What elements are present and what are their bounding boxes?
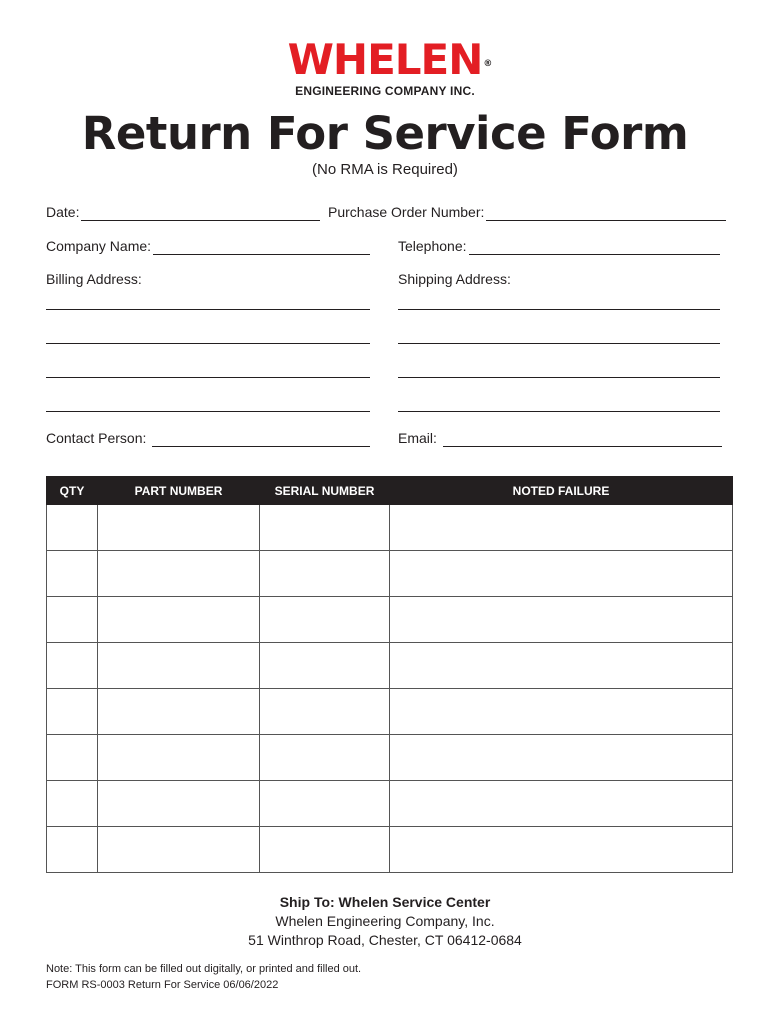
serial-number-cell[interactable] [260, 597, 390, 643]
whelen-logo [0, 36, 770, 98]
billing-address-line-2[interactable] [46, 343, 370, 344]
email-label: Email: [398, 430, 437, 446]
header-part-number: PART NUMBER [98, 477, 260, 505]
serial-number-cell[interactable] [260, 689, 390, 735]
table-row [47, 551, 733, 597]
form-note: Note: This form can be filled out digitally, or printed and filled out. [46, 963, 362, 975]
company-name-label: Company Name: [46, 238, 152, 254]
part-number-cell[interactable] [98, 689, 260, 735]
form-id: FORM RS-0003 Return For Service 06/06/2022 [46, 979, 279, 991]
noted-failure-cell[interactable] [390, 689, 733, 735]
table-row [47, 735, 733, 781]
qty-cell[interactable] [47, 597, 98, 643]
contact-person-input-line[interactable] [152, 432, 370, 447]
billing-address-line-1[interactable] [46, 309, 370, 310]
part-number-cell[interactable] [98, 551, 260, 597]
serial-number-cell[interactable] [260, 827, 390, 873]
table-row [47, 689, 733, 735]
telephone-input-line[interactable] [469, 240, 720, 255]
table-row [47, 597, 733, 643]
noted-failure-cell[interactable] [390, 827, 733, 873]
qty-cell[interactable] [47, 505, 98, 551]
qty-cell[interactable] [47, 689, 98, 735]
date-field[interactable] [46, 203, 320, 221]
header-serial-number: SERIAL NUMBER [260, 477, 390, 505]
ship-to-address: 51 Winthrop Road, Chester, CT 06412-0684 [248, 932, 522, 948]
noted-failure-cell[interactable] [390, 551, 733, 597]
qty-cell[interactable] [47, 551, 98, 597]
serial-number-cell[interactable] [260, 643, 390, 689]
form-subtitle: (No RMA is Required) [312, 161, 458, 178]
shipping-address-line-3[interactable] [398, 377, 720, 378]
qty-cell[interactable] [47, 781, 98, 827]
company-name-field[interactable] [46, 237, 370, 255]
table-row [47, 781, 733, 827]
part-number-cell[interactable] [98, 643, 260, 689]
serial-number-cell[interactable] [260, 551, 390, 597]
contact-person-label: Contact Person: [46, 430, 147, 446]
part-number-cell[interactable] [98, 505, 260, 551]
header-qty: QTY [47, 477, 98, 505]
logo-subtitle: ENGINEERING COMPANY INC. [295, 84, 475, 98]
noted-failure-cell[interactable] [390, 505, 733, 551]
purchase-order-field[interactable] [328, 203, 726, 221]
qty-cell[interactable] [47, 735, 98, 781]
email-input-line[interactable] [443, 432, 722, 447]
purchase-order-label: Purchase Order Number: [328, 204, 485, 220]
shipping-address-line-1[interactable] [398, 309, 720, 310]
billing-address-line-3[interactable] [46, 377, 370, 378]
noted-failure-cell[interactable] [390, 735, 733, 781]
table-body [47, 505, 733, 873]
date-label: Date: [46, 204, 80, 220]
noted-failure-cell[interactable] [390, 597, 733, 643]
serial-number-cell[interactable] [260, 735, 390, 781]
serial-number-cell[interactable] [260, 505, 390, 551]
ship-to-heading: Ship To: Whelen Service Center [279, 894, 491, 910]
table-row [47, 643, 733, 689]
registered-mark: ® [483, 59, 493, 69]
return-items-table [46, 476, 733, 873]
email-field[interactable] [398, 429, 722, 447]
part-number-cell[interactable] [98, 781, 260, 827]
form-title: Return For Service Form [81, 107, 689, 160]
logo-wordmark [287, 35, 493, 84]
billing-address-label: Billing Address: [46, 271, 142, 287]
telephone-field[interactable] [398, 237, 720, 255]
billing-address-line-4[interactable] [46, 411, 370, 412]
telephone-label: Telephone: [398, 238, 467, 254]
part-number-cell[interactable] [98, 597, 260, 643]
contact-person-field[interactable] [46, 429, 370, 447]
logo-wordmark-text: WHELEN [287, 35, 483, 84]
part-number-cell[interactable] [98, 735, 260, 781]
date-input-line[interactable] [81, 206, 320, 221]
qty-cell[interactable] [47, 827, 98, 873]
header-noted-failure: NOTED FAILURE [390, 477, 733, 505]
table-row [47, 505, 733, 551]
ship-to-company: Whelen Engineering Company, Inc. [275, 913, 495, 929]
table-row [47, 827, 733, 873]
noted-failure-cell[interactable] [390, 781, 733, 827]
shipping-address-label: Shipping Address: [398, 271, 511, 287]
company-name-input-line[interactable] [153, 240, 370, 255]
noted-failure-cell[interactable] [390, 643, 733, 689]
serial-number-cell[interactable] [260, 781, 390, 827]
shipping-address-line-2[interactable] [398, 343, 720, 344]
qty-cell[interactable] [47, 643, 98, 689]
purchase-order-input-line[interactable] [486, 206, 726, 221]
table-header-row [47, 477, 733, 505]
shipping-address-line-4[interactable] [398, 411, 720, 412]
part-number-cell[interactable] [98, 827, 260, 873]
